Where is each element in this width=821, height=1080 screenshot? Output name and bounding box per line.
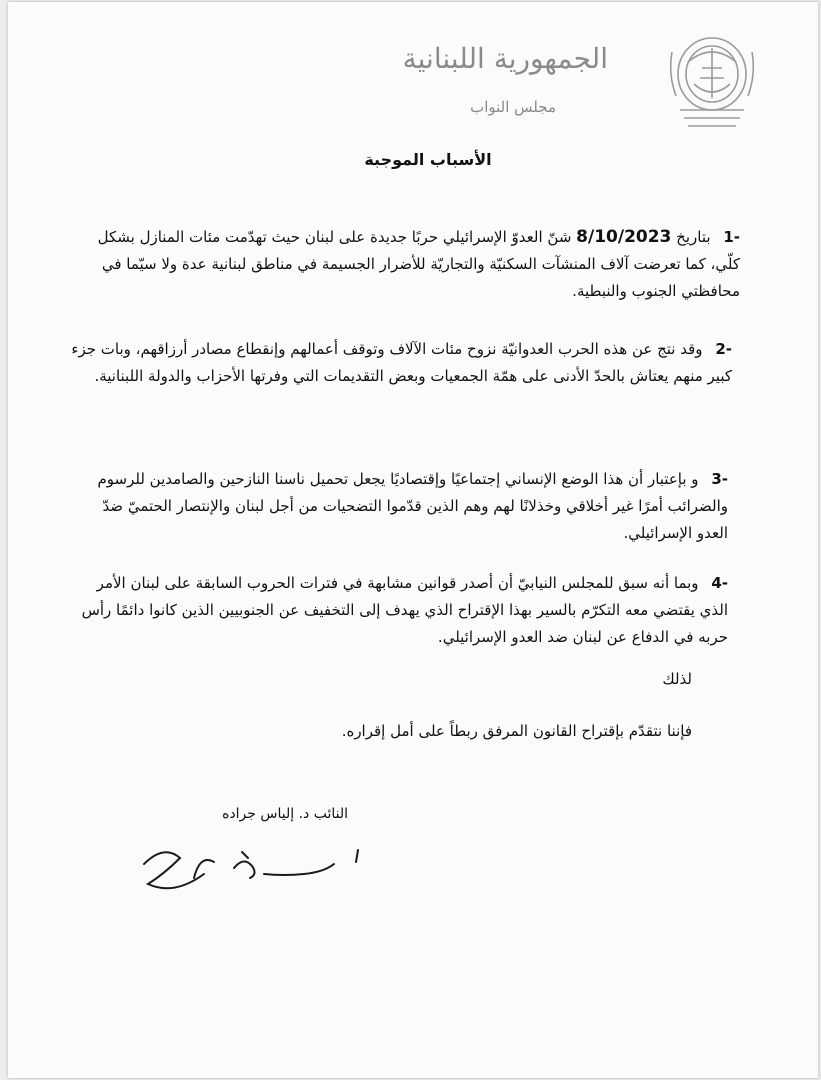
letterhead-title: الجمهورية اللبنانية: [402, 42, 608, 75]
therefore-label: لذلك: [662, 670, 692, 688]
item-number: -4: [711, 574, 728, 592]
document-heading: الأسباب الموجبة: [364, 150, 492, 169]
item-text-prefix: بتاريخ: [676, 228, 711, 246]
item-text: شنّ العدوّ الإسرائيلي حربًا جديدة على لبنان حيث تهدّمت مئات المنازل بشكل كلّي، كما تعرضت آلاف المنشآت السكنيّة والتجاريّة للأضرار الجسيمة في مناطق لبنانية عدة ولا سيّما في محافظتي الجنوب والنبطية.: [97, 228, 740, 300]
document-page: [8, 2, 818, 1078]
reason-item-1: [76, 224, 740, 305]
reason-item-3: [74, 466, 728, 547]
reason-item-4: [78, 570, 728, 651]
signer-name: النائب د. إلياس جراده: [222, 806, 348, 822]
item-number: -2: [715, 340, 732, 358]
letterhead-subtitle: مجلس النواب: [470, 98, 556, 116]
item-text: وبما أنه سبق للمجلس النيابيّ أن أصدر قوانين مشابهة في فترات الحروب السابقة على لبنان الأمر الذي يقتضي معه التكرّم بالسير بهذا الإقتراح الذي يهدف إلى التخفيف عن الجنوبيين الذين كانوا دائمًا رأس حربه في الدفاع عن لبنان ضد العدو الإسرائيلي.: [81, 574, 728, 646]
item-text: وقد نتج عن هذه الحرب العدوانيّة نزوح مئات الآلاف وتوقف أعمالهم وإنقطاع مصادر أرزاقهم، وبات جزء كبير منهم يعتاش بالحدّ الأدنى على همّة الجمعيات وبعض التقديمات التي وفرتها الأحزاب والدولة اللبنانية.: [71, 340, 732, 385]
closing-statement: فإننا نتقدّم بإقتراح القانون المرفق ربطاً على أمل إقراره.: [341, 722, 692, 740]
item-number: -1: [723, 228, 740, 246]
handwritten-signature-icon: [134, 834, 374, 904]
reason-item-2: [66, 336, 732, 390]
item-number: -3: [711, 470, 728, 488]
item-text: و بإعتبار أن هذا الوضع الإنساني إجتماعيًا وإقتصاديًا يجعل تحميل ناسنا النازحين والصامدين للرسوم والضرائب أمرًا غير أخلاقي وخذلانًا لهم وهم الذين قدّموا التضحيات من أجل لبنان والإنتصار الحتميّ ضدّ العدو الإسرائيلي.: [97, 470, 728, 542]
item-date: 8/10/2023: [576, 227, 672, 247]
lebanese-republic-seal-icon: [658, 22, 766, 140]
